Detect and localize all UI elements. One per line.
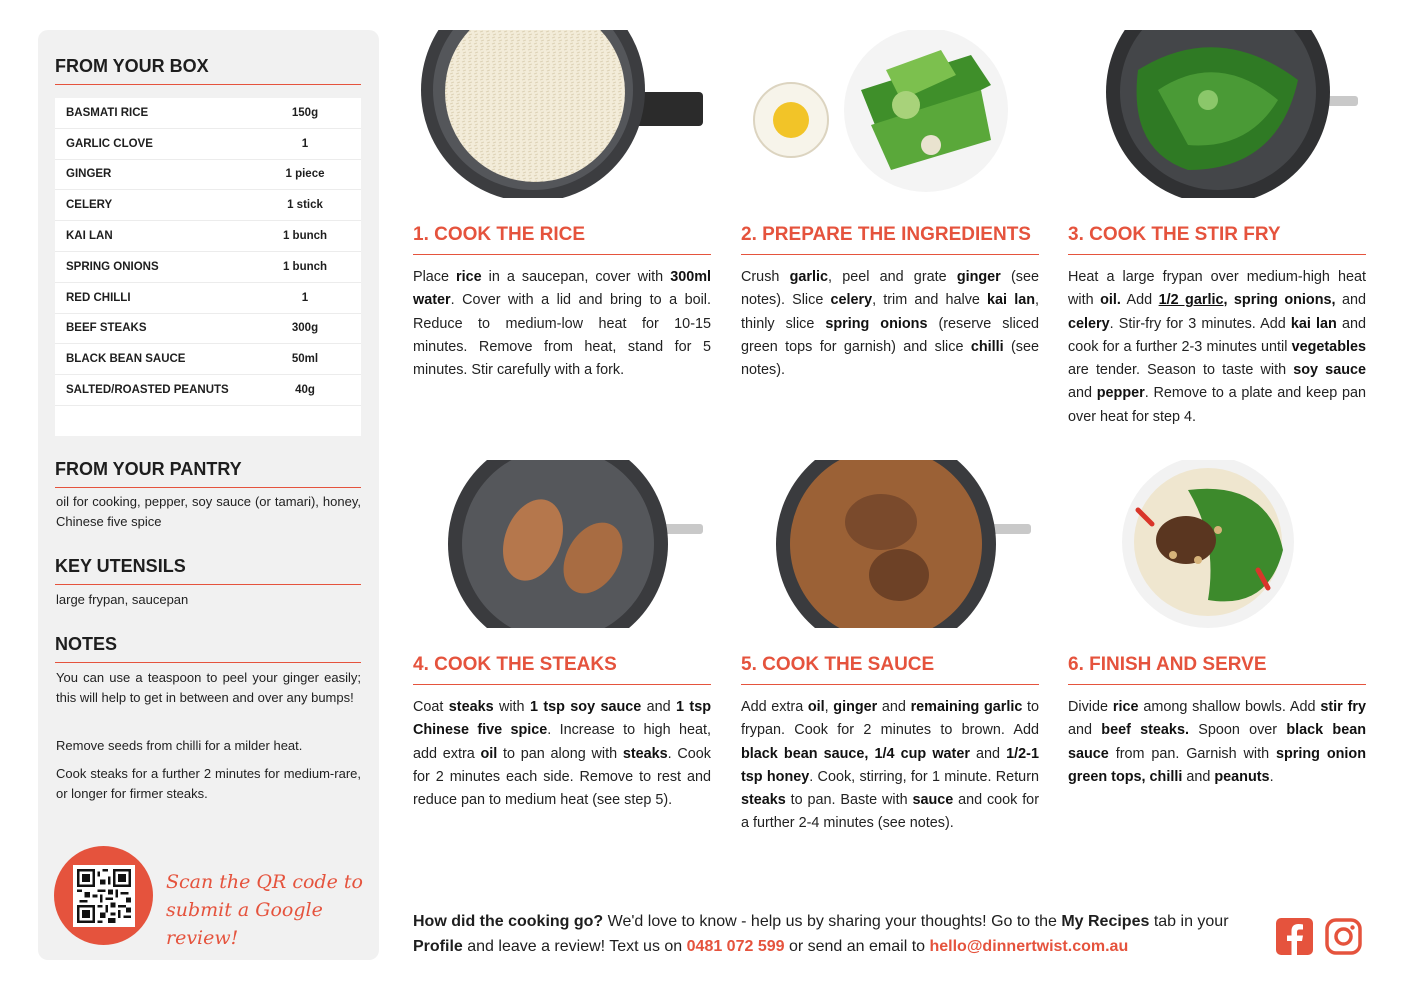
ingredient-qty: 50ml [291, 353, 319, 366]
ingredient-row [55, 160, 361, 191]
utensils-text: large frypan, saucepan [56, 592, 189, 607]
ingredient-row [55, 129, 361, 160]
ingredient-row [55, 252, 361, 283]
step-2-text: Crush garlic, peel and grate ginger (see notes). Slice celery, trim and halve kai lan, thinly slice spring onions (reserve sliced green tops for garnish) and slice chilli (see notes). [741, 269, 1039, 379]
ingredient-qty: 40g [295, 384, 315, 397]
ingredient-row [55, 375, 361, 406]
ingredient-name: GINGER [66, 168, 112, 181]
step-2-title: 2. PREPARE THE INGREDIENTS [741, 224, 1039, 255]
step-6-title: 6. FINISH AND SERVE [1068, 654, 1366, 685]
review-footer: How did the cooking go? We'd love to know - help us by sharing your thoughts! Go to the My Recipes tab in your Profile and leave a review! Text us on 0481 072 599 or send an email to hello@dinnertwist.com.au [413, 913, 1229, 955]
ingredient-name: RED CHILLI [66, 291, 131, 304]
sidebar [38, 30, 379, 960]
rice-pot-photo [413, 30, 711, 198]
steaks-pan-photo [413, 460, 711, 628]
ingredient-row [55, 344, 361, 375]
pantry-heading: FROM YOUR PANTRY [55, 459, 361, 488]
ingredient-row [55, 221, 361, 252]
ingredient-qty: 1 piece [285, 168, 325, 181]
ingredient-qty: 150g [291, 106, 319, 119]
utensils-heading: KEY UTENSILS [55, 556, 361, 585]
ingredient-name: SALTED/ROASTED PEANUTS [66, 384, 229, 397]
step-5-text: Add extra oil, ginger and remaining garlic to frypan. Cook for 2 minutes to brown. Add black bean sauce, 1/4 cup water and 1/2-1 tsp honey. Cook, stirring, for 1 minute. Return steaks to pan. Baste with sauce and cook for a further 2-4 minutes (see notes). [741, 699, 1039, 832]
ingredient-qty: 1 [301, 291, 309, 304]
pantry-text: oil for cooking, pepper, soy sauce (or tamari), honey, Chinese five spice [56, 494, 361, 529]
ingredient-row [55, 314, 361, 345]
qr-code-icon[interactable] [73, 865, 135, 927]
instagram-icon[interactable] [1325, 918, 1362, 955]
ingredient-name: CELERY [66, 199, 113, 212]
stir-fry-pan-photo [1068, 30, 1366, 198]
step-1-title: 1. COOK THE RICE [413, 224, 711, 255]
ingredient-row [55, 190, 361, 221]
note-3: Cook steaks for a further 2 minutes for medium-rare, or longer for firmer steaks. [56, 766, 361, 801]
qr-caption: Scan the QR code to submit a Google review! [166, 871, 363, 949]
note-2: Remove seeds from chilli for a milder heat. [56, 738, 303, 753]
notes-heading: NOTES [55, 634, 361, 663]
prepared-ingredients-photo [741, 30, 1039, 198]
ingredient-qty: 1 bunch [282, 230, 328, 243]
step-3-title: 3. COOK THE STIR FRY [1068, 224, 1366, 255]
ingredient-qty: 1 bunch [282, 260, 328, 273]
step-5-title: 5. COOK THE SAUCE [741, 654, 1039, 685]
step-6-text: Divide rice among shallow bowls. Add stir fry and beef steaks. Spoon over black bean sauce from pan. Garnish with spring onion green tops, chilli and peanuts. [1068, 699, 1366, 785]
sauce-pan-photo [741, 460, 1039, 628]
ingredient-name: KAI LAN [66, 230, 113, 243]
note-1: You can use a teaspoon to peel your ginger easily; this will help to get in between and over any bumps! [56, 670, 361, 705]
step-1-text: Place rice in a saucepan, cover with 300ml water. Cover with a lid and bring to a boil. Reduce to medium-low heat for 10-15 minutes. Remove from heat, stand for 5 minutes. Stir carefully with a fork. [413, 269, 711, 379]
step-4-text: Coat steaks with 1 tsp soy sauce and 1 tsp Chinese five spice. Increase to high heat, add extra oil to pan along with steaks. Cook for 2 minutes each side. Remove to rest and reduce pan to medium heat (see step 5). [413, 699, 711, 809]
ingredient-name: BLACK BEAN SAUCE [66, 353, 186, 366]
ingredient-name: BEEF STEAKS [66, 322, 147, 335]
qr-badge[interactable] [54, 846, 153, 945]
ingredient-name: SPRING ONIONS [66, 260, 159, 273]
ingredient-qty: 300g [291, 322, 319, 335]
ingredient-qty: 1 stick [287, 199, 323, 212]
ingredient-qty: 1 [301, 137, 309, 150]
ingredient-row [55, 98, 361, 129]
ingredients-table [55, 98, 361, 436]
facebook-icon[interactable] [1276, 918, 1313, 955]
step-3-text: Heat a large frypan over medium-high heat with oil. Add 1/2 garlic, spring onions, and celery. Stir-fry for 3 minutes. Add kai lan and cook for a further 2-3 minutes until vegetables are tender. Season to taste with soy sauce and pepper. Remove to a plate and keep pan over heat for step 4. [1068, 269, 1367, 425]
finished-bowl-photo [1068, 460, 1366, 628]
ingredient-row [55, 283, 361, 314]
step-4-title: 4. COOK THE STEAKS [413, 654, 711, 685]
ingredient-name: GARLIC CLOVE [66, 137, 153, 150]
from-your-box-heading: FROM YOUR BOX [55, 56, 361, 85]
ingredient-name: BASMATI RICE [66, 106, 149, 119]
